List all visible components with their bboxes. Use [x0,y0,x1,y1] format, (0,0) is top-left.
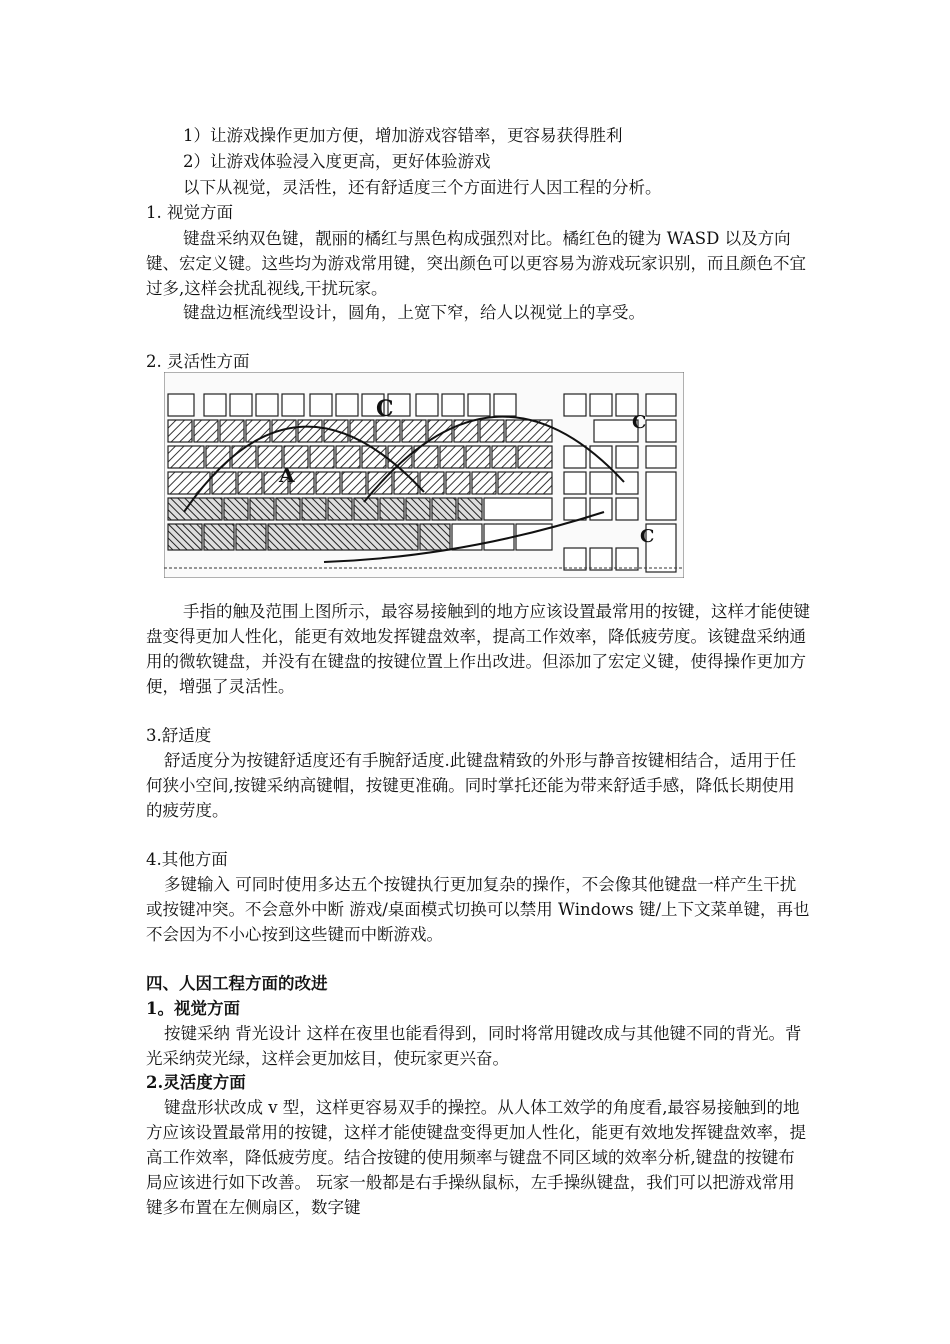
section-5-heading: 四、人因工程方面的改进 [146,974,328,993]
keyboard-diagram [164,372,684,578]
section-3-paragraph-1: 舒适度分为按键舒适度还有手腕舒适度.此键盘精致的外形与静音按键相结合，适用于任何狭小空间,按键采纳高键帽，按键更准确。同时掌托还能为带来舒适手感，降低长期使用的疲劳度。 [146,751,797,820]
list-item-1: 1）让游戏操作更加方便，增加游戏容错率，更容易获得胜利 [183,126,623,145]
zone-label-a: A [279,463,295,487]
zone-label-c-bottom: C [640,526,655,547]
section-5-paragraph-2: 键盘形状改成 v 型，这样更容易双手的操控。从人体工效学的角度看,最容易接触到的地方应该设置最常用的按键，这样才能使键盘变得更加人性化，能更有效地发挥键盘效率，提高工作效率，降低疲劳度。结合按键的使用频率与键盘不同区域的效率分析,键盘的按键布局应该进行如下改善。 玩家一般都是右手操纵鼠标，左手操纵键盘，我们可以把游戏常用键多布置在左侧扇区，数字键 [146,1098,806,1217]
keyboard-reach-figure [164,372,684,578]
intro-paragraph: 以下从视觉，灵活性，还有舒适度三个方面进行人因工程的分析。 [183,178,662,197]
section-5-sub-1-heading: 1。视觉方面 [146,999,240,1018]
section-5-paragraph-1: 按键采纳 背光设计 这样在夜里也能看得到，同时将常用键改成与其他键不同的背光。背光采纳荧光绿，这样会更加炫目，使玩家更兴奋。 [146,1024,802,1068]
section-4-heading: 4.其他方面 [146,850,228,869]
section-1-paragraph-1: 键盘采纳双色键，靓丽的橘红与黑色构成强烈对比。橘红色的键为 WASD 以及方向键、宏定义键。这些均为游戏常用键，突出颜色可以更容易为游戏玩家识别，而且颜色不宜过多,这样会扰乱视线,干扰玩家。 [146,229,806,298]
list-item-2: 2）让游戏体验浸入度更高，更好体验游戏 [183,152,491,171]
zone-label-c-top: C [376,396,394,422]
section-3-heading: 3.舒适度 [146,726,212,745]
section-2-heading: 2. 灵活性方面 [146,352,250,371]
section-1-paragraph-2: 键盘边框流线型设计，圆角，上宽下窄，给人以视觉上的享受。 [183,303,645,322]
section-5-sub-2-heading: 2.灵活度方面 [146,1073,246,1092]
section-1-heading: 1. 视觉方面 [146,203,233,222]
zone-label-c-right: C [632,412,647,433]
section-2-paragraph-1: 手指的触及范围上图所示，最容易接触到的地方应该设置最常用的按键，这样才能使键盘变得更加人性化，能更有效地发挥键盘效率，提高工作效率，降低疲劳度。该键盘采纳通用的微软键盘，并没有在键盘的按键位置上作出改进。但添加了宏定义键，使得操作更加方便，增强了灵活性。 [146,602,810,696]
section-4-paragraph-1: 多键输入 可同时使用多达五个按键执行更加复杂的操作，不会像其他键盘一样产生干扰或按键冲突。不会意外中断 游戏/桌面模式切换可以禁用 Windows 键/上下文菜单键，再也不会因为不小心按到这些键而中断游戏。 [146,875,810,944]
